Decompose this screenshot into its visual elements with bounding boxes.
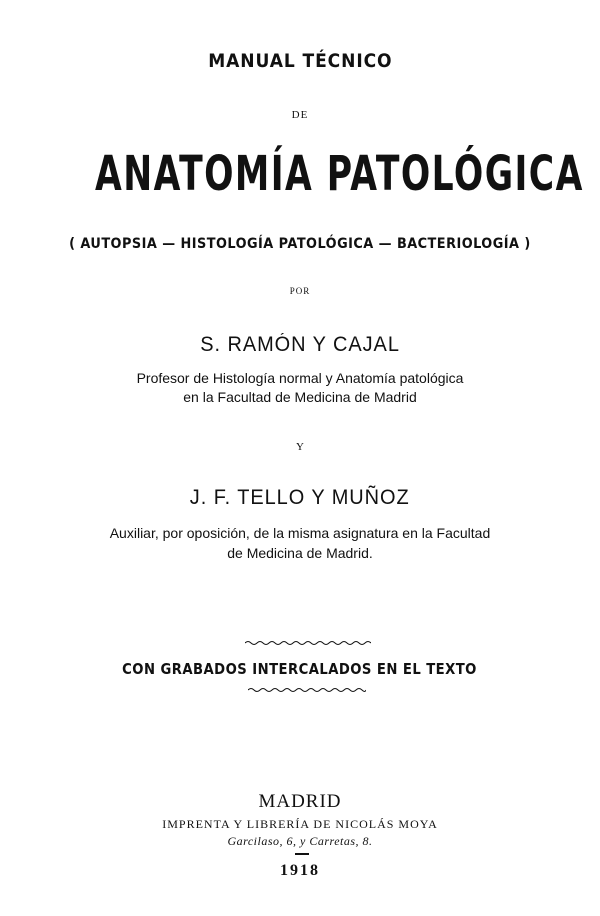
wavy-rule-top: [245, 640, 371, 646]
author-2-role-line-2: de Medicina de Madrid.: [227, 545, 373, 561]
wavy-rule-bottom: [248, 687, 366, 693]
imprint-publisher: IMPRENTA Y LIBRERÍA DE NICOLÁS MOYA: [162, 817, 438, 831]
imprint-city: MADRID: [258, 791, 342, 812]
title-line-manual-tecnico: MANUAL TÉCNICO: [207, 50, 393, 72]
imprint-year: 1918: [280, 862, 320, 879]
author-1-role-line-2: en la Facultad de Medicina de Madrid: [183, 389, 417, 405]
subtitle: ( AUTOPSIA — HISTOLOGÍA PATOLÓGICA — BACTERIOLOGÍA ): [69, 236, 531, 252]
main-title: ANATOMÍA PATOLÓGICA: [95, 146, 584, 202]
author-1-name: S. RAMÓN Y CAJAL: [200, 333, 400, 356]
imprint-address: Garcilaso, 6, y Carretas, 8.: [227, 834, 373, 848]
author-1-role-line-1: Profesor de Histología normal y Anatomía patológica: [136, 370, 464, 386]
year-dash-divider: [295, 853, 309, 855]
by-label: POR: [289, 286, 311, 296]
engravings-note: CON GRABADOS INTERCALADOS EN EL TEXTO: [122, 660, 478, 678]
author-2-name: J. F. TELLO Y MUÑOZ: [190, 486, 410, 509]
conjunction: Y: [296, 441, 304, 453]
author-2-role-line-1: Auxiliar, por oposición, de la misma asignatura en la Facultad: [109, 525, 491, 541]
title-line-de: DE: [291, 109, 309, 121]
